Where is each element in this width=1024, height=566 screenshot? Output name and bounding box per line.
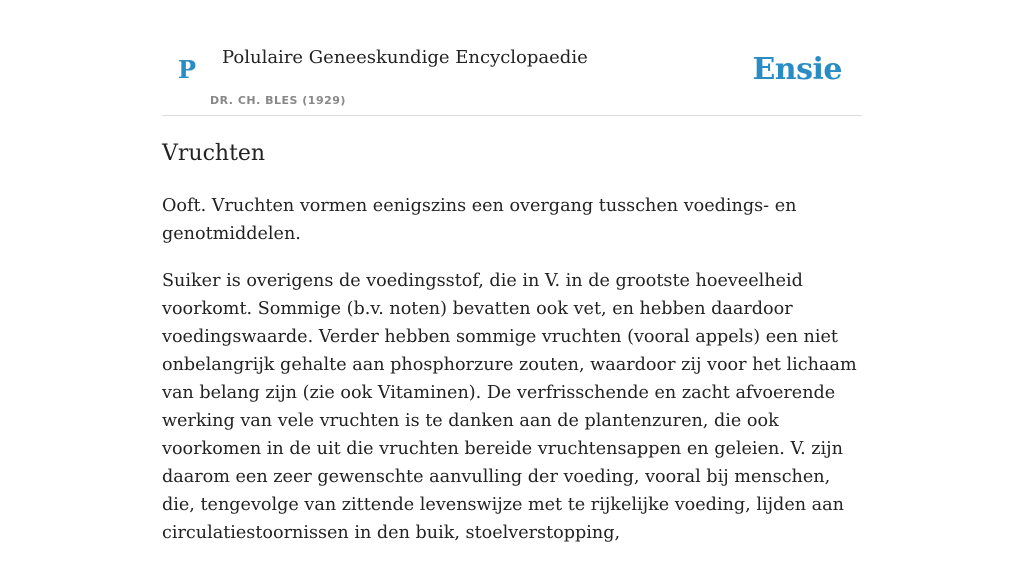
- article-body: [162, 192, 864, 566]
- publication-icon[interactable]: P: [178, 55, 197, 84]
- publication-title[interactable]: Polulaire Geneeskundige Encyclopaedie: [222, 47, 588, 68]
- ensie-logo-link[interactable]: Ensie: [752, 52, 842, 87]
- publication-author: DR. CH. BLES (1929): [210, 94, 346, 107]
- article-paragraph: Suiker is overigens de voedingsstof, die in V. in de grootste hoeveelheid voorkomt. Sommige (b.v. noten) bevatten ook vet, en hebben daardoor voedingswaarde. Verder hebben sommige vruchten (vooral appels) een niet onbelangrijk gehalte aan phosphorzure zouten, waardoor zij voor het lichaam van belang zijn (zie ook Vitaminen). De verfrisschende en zacht afvoerende werking van vele vruchten is te danken aan de plantenzuren, die ook voorkomen in de uit die vruchten bereide vruchtensappen en geleien. V. zijn daarom een zeer gewenschte aanvulling der voeding, vooral bij menschen, die, tengevolge van zittende levenswijze met te rijkelijke voeding, lijden aan circulatiestoornissen in den buik, stoelverstopping,: [162, 271, 857, 543]
- article-paragraph: Ooft. Vruchten vormen eenigszins een overgang tusschen voedings- en genotmiddelen.: [162, 196, 797, 244]
- article-title: Vruchten: [162, 141, 266, 166]
- publication-header: [162, 36, 862, 116]
